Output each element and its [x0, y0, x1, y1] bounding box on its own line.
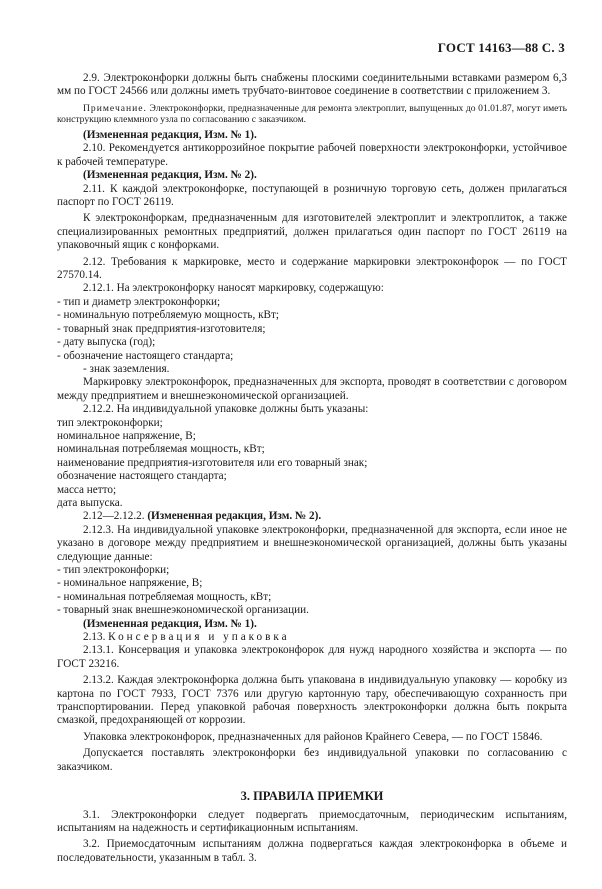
amendment-note: (Измененная редакция, Изм. № 2).: [83, 169, 257, 182]
clause-2-12-2: 2.12.2. На индивидуальной упаковке должны быть указаны:: [83, 403, 369, 416]
list-item: масса нетто;: [57, 483, 117, 496]
section-heading: 3. ПРАВИЛА ПРИЕМКИ: [240, 789, 384, 804]
clause-2-13-1: 2.13.1. Консервация и упаковка электроконфорок для нужд народного хозяйства и экспорта — по ГОСТ 23216.: [57, 644, 567, 670]
list-item: - номинальное напряжение, В;: [57, 577, 203, 590]
clause-2-9: 2.9. Электроконфорки должны быть снабжены плоскими соединительными вставками размером 6,3 мм по ГОСТ 24566 или должны иметь трубчато-винтовое соединение в соответствии с приложением 3.: [57, 72, 567, 98]
note: [57, 103, 567, 126]
list-item: - тип электроконфорки;: [57, 564, 170, 576]
clause-2-13: [57, 631, 567, 644]
list-item: - знак заземления.: [83, 362, 170, 375]
list-item: - номинальную потребляемую мощность, кВт;: [57, 309, 279, 322]
note-text: Электроконфорки, предназначенные для ремонта электроплит, выпущенных до 01.01.87, могут иметь конструкцию клеммного узла по согласованию с заказчиком.: [57, 102, 567, 126]
no-packing-paragraph: Допускается поставлять электроконфорки без индивидуальной упаковки по согласованию с заказчиком.: [57, 747, 567, 773]
clause-3-1: 3.1. Электроконфорки следует подвергать приемосдаточным, периодическим испытаниям, испытаниям на надежность и сертификационным испытаниям.: [57, 808, 567, 834]
list-item: - товарный знак предприятия-изготовителя;: [57, 322, 266, 335]
note-label: Примечание.: [83, 102, 147, 114]
list-item: обозначение настоящего стандарта;: [57, 470, 227, 483]
north-packing-paragraph: Упаковка электроконфорок, предназначенных для районов Крайнего Севера, — по ГОСТ 15846.: [83, 730, 543, 743]
amendment-note: (Измененная редакция, Изм. № 2).: [147, 510, 322, 523]
list-item: - обозначение настоящего стандарта;: [57, 349, 234, 362]
clause-3-2: 3.2. Приемосдаточным испытаниям должна подвергаться каждая электроконфорка в объеме и последовательности, указанным в табл. 3.: [57, 838, 567, 864]
clause-2-10: 2.10. Рекомендуется антикоррозийное покрытие рабочей поверхности электроконфорки, устойчивое к рабочей температуре.: [57, 142, 567, 168]
list-item: номинальное напряжение, В;: [57, 429, 196, 442]
clause-2-12-1: 2.12.1. На электроконфорку наносят маркировку, содержащую:: [83, 282, 384, 295]
clause-2-11-paragraph: К электроконфоркам, предназначенным для изготовителей электроплит и электроплиток, а также специализированных ремонтных предприятий, должен прилагаться один паспорт по ГОСТ 26119 на упаковочный ящик с конфорками.: [57, 212, 567, 252]
clause-title: Консервация и упаковка: [108, 631, 290, 644]
list-item: - дату выпуска (год);: [57, 336, 156, 349]
amendment-note: (Измененная редакция, Изм. № 1).: [83, 617, 257, 630]
clause-2-11: 2.11. К каждой электроконфорке, поступающей в розничную торговую сеть, должен прилагаться паспорт по ГОСТ 26119.: [57, 182, 567, 209]
amendment-note: (Измененная редакция, Изм. № 1).: [83, 129, 257, 141]
list-item: тип электроконфорки;: [57, 416, 163, 429]
clause-number: 2.13.: [83, 631, 109, 644]
page-header: ГОСТ 14163—88 С. 3: [437, 40, 565, 55]
document-body: [57, 72, 567, 865]
list-item: - тип и диаметр электроконфорки;: [57, 295, 221, 308]
list-item: - товарный знак внешнеэкономической организации.: [57, 604, 309, 617]
clause-2-13-2: 2.13.2. Каждая электроконфорка должна быть упакована в индивидуальную упаковку — коробку из картона по ГОСТ 7933, ГОСТ 7376 или другую картонную тару, обеспечивающую сохранность при транспортировании. Перед упаковкой рабочая поверхность электроконфорки должна быть покрыта смазкой, предохраняющей от коррозии.: [57, 674, 567, 727]
clause-2-12: 2.12. Требования к маркировке, место и содержание маркировки электроконфорок — по ГОСТ 27570.14.: [57, 255, 567, 282]
list-item: номинальная потребляемая мощность, кВт;: [57, 443, 265, 456]
clause-range-amendment: [57, 510, 567, 523]
list-item: дата выпуска.: [57, 496, 123, 509]
export-marking-paragraph: Маркировку электроконфорок, предназначенных для экспорта, проводят в соответствии с договором между предприятием и внешнеэкономической организацией.: [57, 376, 567, 402]
clause-range: 2.12—2.12.2.: [83, 510, 148, 523]
list-item: наименование предприятия-изготовителя или его товарный знак;: [57, 456, 368, 469]
list-item: - номинальная потребляемая мощность, кВт;: [57, 590, 272, 603]
clause-2-12-3: 2.12.3. На индивидуальной упаковке электроконфорки, предназначенной для экспорта, если иное не указано в договоре между предприятием и внешнеэкономической организацией, должны быть указаны следующие данные:: [57, 523, 567, 563]
